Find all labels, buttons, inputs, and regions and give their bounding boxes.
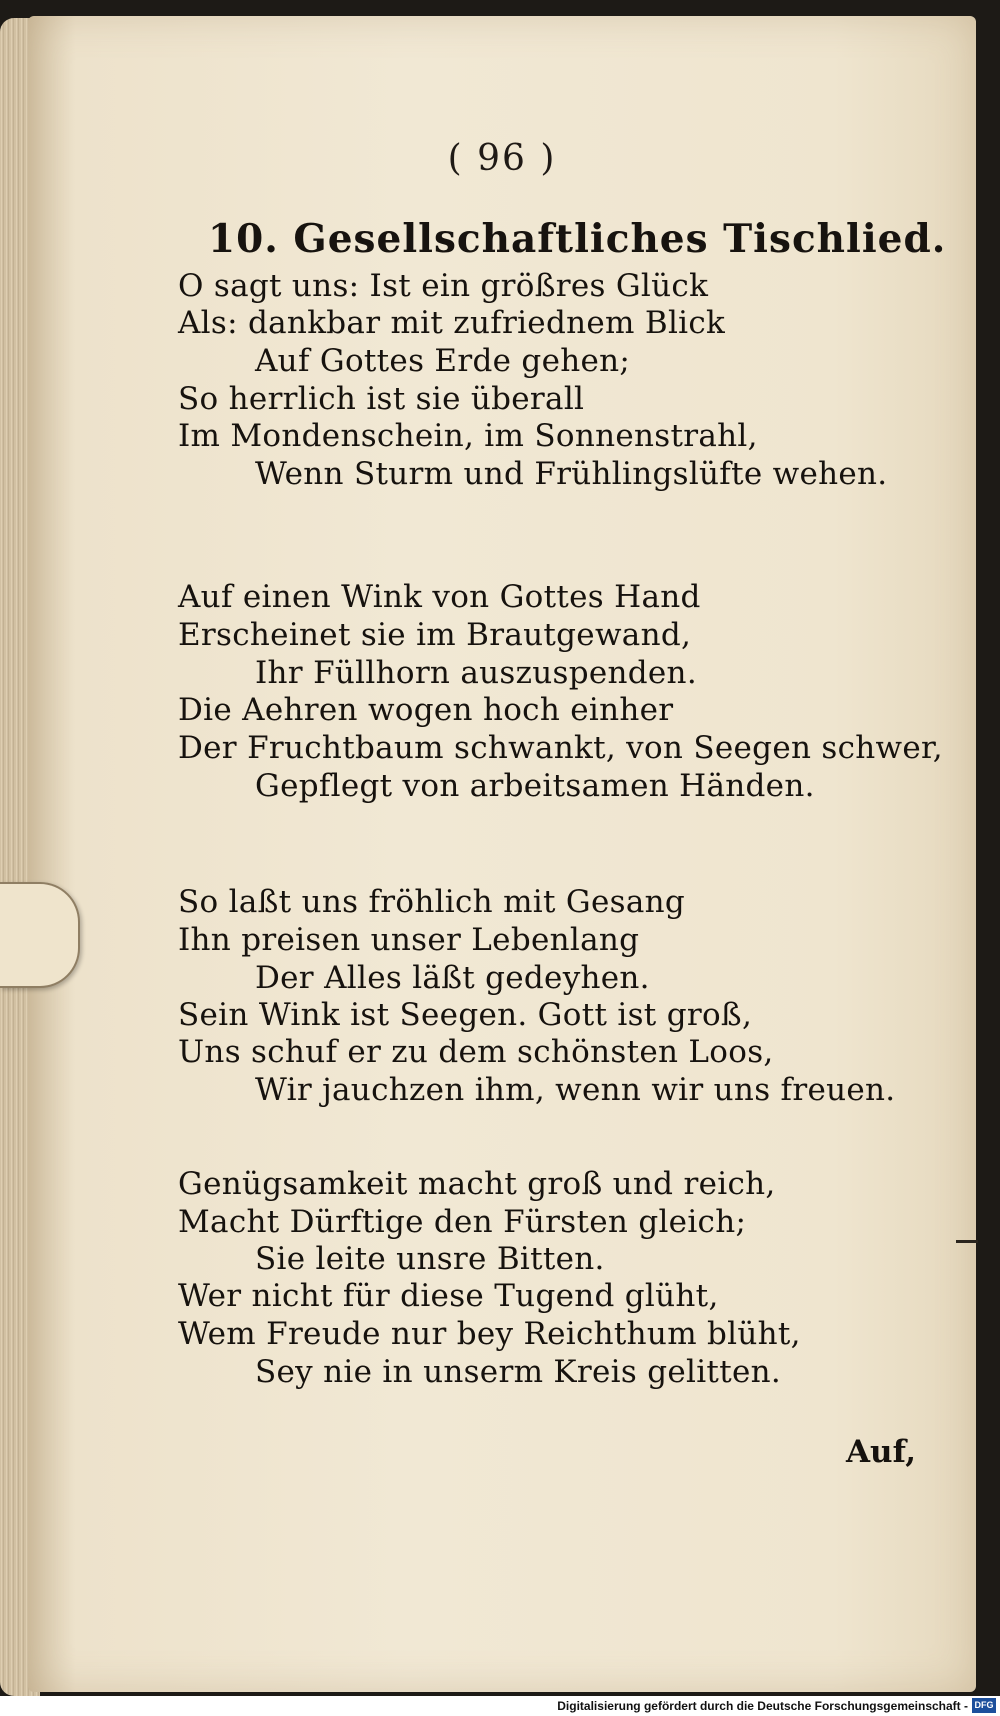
verse-line: Im Mondenschein, im Sonnenstrahl, <box>178 418 758 454</box>
verse-line: Ihn preisen unser Lebenlang <box>178 922 640 958</box>
bookmark-tab <box>0 882 80 988</box>
verse-line: Sein Wink ist Seegen. Gott ist groß, <box>178 997 753 1033</box>
book-page <box>28 16 976 1692</box>
verse-line: Wir jauchzen ihm, wenn wir uns freuen. <box>255 1072 896 1108</box>
verse-line: Auf Gottes Erde gehen; <box>255 343 631 379</box>
verse-line: Sey nie in unserm Kreis gelitten. <box>255 1354 782 1390</box>
verse-line: Wem Freude nur bey Reichthum blüht, <box>178 1316 801 1352</box>
verse-line: Sie leite unsre Bitten. <box>255 1241 605 1277</box>
verse-line: Erscheinet sie im Brautgewand, <box>178 617 692 653</box>
verse-line: Als: dankbar mit zufriednem Blick <box>178 305 726 341</box>
verse-line: Ihr Füllhorn auszuspenden. <box>255 655 697 691</box>
catchword: Auf, <box>846 1434 917 1470</box>
page-number: ( 96 ) <box>447 138 557 179</box>
poem-title: 10. Gesellschaftliches Tischlied. <box>208 216 947 262</box>
verse-line: Uns schuf er zu dem schönsten Loos, <box>178 1034 774 1070</box>
verse-line: Der Fruchtbaum schwankt, von Seegen schwer, <box>178 730 943 766</box>
verse-line: Genügsamkeit macht groß und reich, <box>178 1166 776 1202</box>
footer-bar <box>0 1696 1000 1716</box>
verse-line: O sagt uns: Ist ein größres Glück <box>178 268 709 304</box>
margin-mark <box>956 1240 978 1243</box>
verse-line: So herrlich ist sie überall <box>178 381 585 417</box>
verse-line: Die Aehren wogen hoch einher <box>178 692 674 728</box>
verse-line: Der Alles läßt gedeyhen. <box>255 960 650 996</box>
verse-line: Gepflegt von arbeitsamen Händen. <box>255 768 815 804</box>
verse-line: Macht Dürftige den Fürsten gleich; <box>178 1204 747 1240</box>
verse-line: Auf einen Wink von Gottes Hand <box>178 579 701 615</box>
verse-line: Wenn Sturm und Frühlingslüfte wehen. <box>255 456 888 492</box>
dfg-logo: DFG <box>972 1698 996 1713</box>
verse-line: Wer nicht für diese Tugend glüht, <box>178 1278 719 1314</box>
funding-notice: Digitalisierung gefördert durch die Deutsche Forschungsgemeinschaft - <box>557 1699 968 1713</box>
verse-line: So laßt uns fröhlich mit Gesang <box>178 884 686 920</box>
